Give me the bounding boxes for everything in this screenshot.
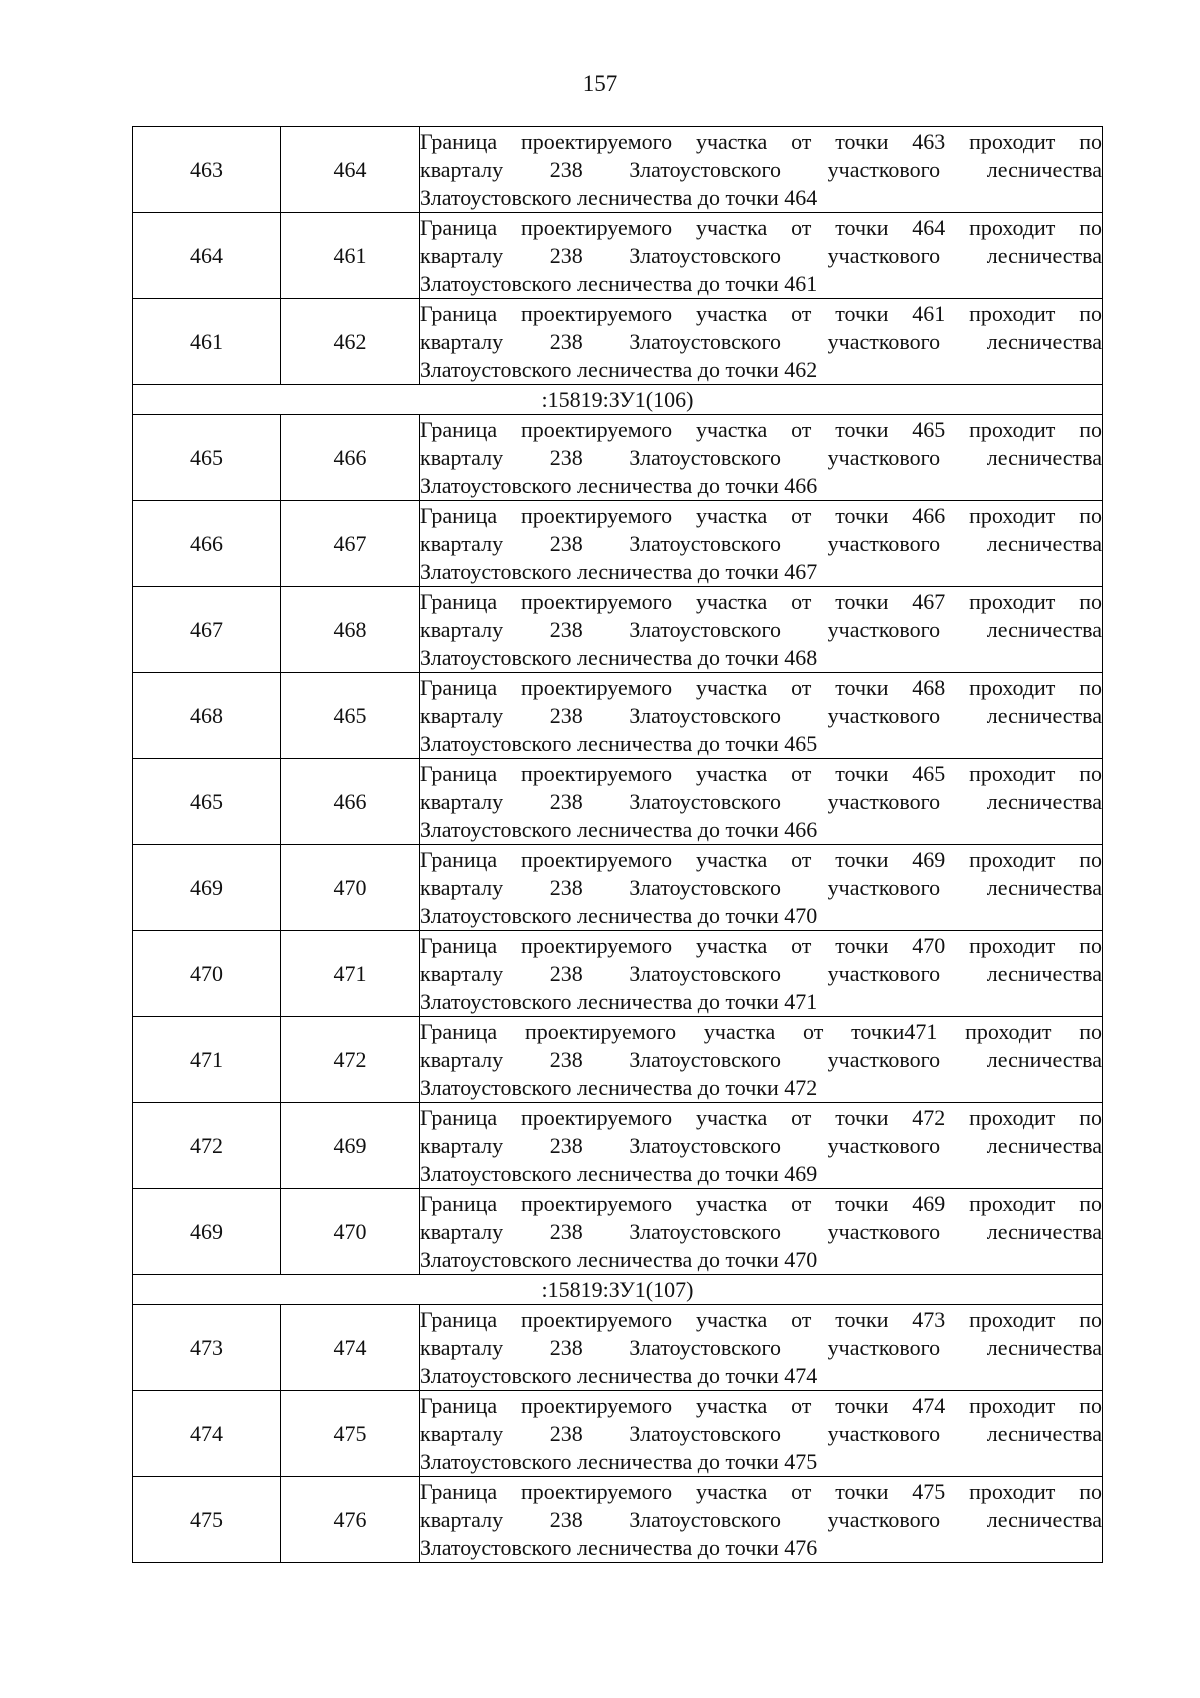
description-line: кварталу 238 Златоустовского участкового лесничества <box>420 788 1102 814</box>
boundary-description-cell <box>420 845 1103 931</box>
table-row <box>133 1189 1103 1275</box>
point-from-cell: 469 <box>133 1189 281 1275</box>
description-line: Граница проектируемого участка от точки 461 проходит по <box>420 300 1102 326</box>
description-line: Граница проектируемого участка от точки 465 проходит по <box>420 760 1102 786</box>
description-line: кварталу 238 Златоустовского участкового лесничества <box>420 1218 1102 1244</box>
description-line: кварталу 238 Златоустовского участкового лесничества <box>420 328 1102 354</box>
point-to-cell: 462 <box>281 299 420 385</box>
point-to-cell: 470 <box>281 845 420 931</box>
boundary-table <box>132 126 1103 1563</box>
description-line: Граница проектируемого участка от точки 463 проходит по <box>420 128 1102 154</box>
point-to-cell: 472 <box>281 1017 420 1103</box>
table-row <box>133 415 1103 501</box>
section-label: :15819:ЗУ1(107) <box>133 1275 1103 1305</box>
description-line: кварталу 238 Златоустовского участкового лесничества <box>420 1132 1102 1158</box>
description-line: Граница проектируемого участка от точки 474 проходит по <box>420 1392 1102 1418</box>
boundary-description-cell <box>420 1189 1103 1275</box>
description-line: кварталу 238 Златоустовского участкового лесничества <box>420 156 1102 182</box>
point-to-cell: 464 <box>281 127 420 213</box>
point-to-cell: 474 <box>281 1305 420 1391</box>
point-from-cell: 465 <box>133 415 281 501</box>
point-to-cell: 469 <box>281 1103 420 1189</box>
description-line: кварталу 238 Златоустовского участкового лесничества <box>420 616 1102 642</box>
boundary-description-cell <box>420 127 1103 213</box>
point-from-cell: 473 <box>133 1305 281 1391</box>
section-header-row <box>133 1275 1103 1305</box>
description-line: кварталу 238 Златоустовского участкового лесничества <box>420 702 1102 728</box>
point-from-cell: 468 <box>133 673 281 759</box>
point-from-cell: 465 <box>133 759 281 845</box>
description-line: Граница проектируемого участка от точки 469 проходит по <box>420 1190 1102 1216</box>
boundary-description-cell <box>420 673 1103 759</box>
boundary-description-cell <box>420 587 1103 673</box>
point-from-cell: 463 <box>133 127 281 213</box>
table-body <box>133 127 1103 1563</box>
boundary-description-cell <box>420 1391 1103 1477</box>
description-line: Златоустовского лесничества до точки 471 <box>420 988 818 1014</box>
description-line: Златоустовского лесничества до точки 462 <box>420 356 818 382</box>
boundary-description-cell <box>420 759 1103 845</box>
table-row <box>133 501 1103 587</box>
description-line: Златоустовского лесничества до точки 461 <box>420 270 818 296</box>
point-from-cell: 461 <box>133 299 281 385</box>
description-line: кварталу 238 Златоустовского участкового лесничества <box>420 1334 1102 1360</box>
table-row <box>133 845 1103 931</box>
description-line: Златоустовского лесничества до точки 466 <box>420 816 818 842</box>
description-line: Граница проектируемого участка от точки 475 проходит по <box>420 1478 1102 1504</box>
section-label: :15819:ЗУ1(106) <box>133 385 1103 415</box>
point-to-cell: 471 <box>281 931 420 1017</box>
description-line: Граница проектируемого участка от точки 472 проходит по <box>420 1104 1102 1130</box>
description-line: кварталу 238 Златоустовского участкового лесничества <box>420 1420 1102 1446</box>
point-to-cell: 468 <box>281 587 420 673</box>
description-line: Граница проектируемого участка от точки 466 проходит по <box>420 502 1102 528</box>
description-line: Златоустовского лесничества до точки 468 <box>420 644 818 670</box>
boundary-description-cell <box>420 1477 1103 1563</box>
point-to-cell: 470 <box>281 1189 420 1275</box>
boundary-description-cell <box>420 931 1103 1017</box>
description-line: кварталу 238 Златоустовского участкового лесничества <box>420 1046 1102 1072</box>
description-line: Златоустовского лесничества до точки 472 <box>420 1074 818 1100</box>
point-from-cell: 467 <box>133 587 281 673</box>
description-line: кварталу 238 Златоустовского участкового лесничества <box>420 530 1102 556</box>
boundary-description-cell <box>420 1305 1103 1391</box>
description-line: Златоустовского лесничества до точки 476 <box>420 1534 818 1560</box>
point-to-cell: 461 <box>281 213 420 299</box>
description-line: кварталу 238 Златоустовского участкового лесничества <box>420 874 1102 900</box>
point-to-cell: 467 <box>281 501 420 587</box>
point-from-cell: 464 <box>133 213 281 299</box>
description-line: Златоустовского лесничества до точки 467 <box>420 558 818 584</box>
boundary-description-cell <box>420 415 1103 501</box>
point-to-cell: 465 <box>281 673 420 759</box>
description-line: Граница проектируемого участка от точки 465 проходит по <box>420 416 1102 442</box>
point-to-cell: 475 <box>281 1391 420 1477</box>
section-header-row <box>133 385 1103 415</box>
description-line: кварталу 238 Златоустовского участкового лесничества <box>420 960 1102 986</box>
point-from-cell: 471 <box>133 1017 281 1103</box>
table-row <box>133 127 1103 213</box>
point-to-cell: 466 <box>281 415 420 501</box>
description-line: Златоустовского лесничества до точки 469 <box>420 1160 818 1186</box>
description-line: Граница проектируемого участка от точки 467 проходит по <box>420 588 1102 614</box>
table-row <box>133 1305 1103 1391</box>
description-line: Златоустовского лесничества до точки 470 <box>420 1246 818 1272</box>
point-from-cell: 469 <box>133 845 281 931</box>
boundary-description-cell <box>420 213 1103 299</box>
table-row <box>133 759 1103 845</box>
table-row <box>133 1103 1103 1189</box>
table-row <box>133 213 1103 299</box>
table-row <box>133 673 1103 759</box>
description-line: Граница проектируемого участка от точки 464 проходит по <box>420 214 1102 240</box>
description-line: Златоустовского лесничества до точки 470 <box>420 902 818 928</box>
point-from-cell: 466 <box>133 501 281 587</box>
description-line: кварталу 238 Златоустовского участкового лесничества <box>420 1506 1102 1532</box>
table-row <box>133 1391 1103 1477</box>
point-from-cell: 475 <box>133 1477 281 1563</box>
description-line: Граница проектируемого участка от точки 473 проходит по <box>420 1306 1102 1332</box>
description-line: кварталу 238 Златоустовского участкового лесничества <box>420 242 1102 268</box>
description-line: Златоустовского лесничества до точки 466 <box>420 472 818 498</box>
table-row <box>133 931 1103 1017</box>
point-to-cell: 476 <box>281 1477 420 1563</box>
description-line: Златоустовского лесничества до точки 474 <box>420 1362 818 1388</box>
point-from-cell: 474 <box>133 1391 281 1477</box>
description-line: Златоустовского лесничества до точки 475 <box>420 1448 818 1474</box>
table-row <box>133 587 1103 673</box>
boundary-description-cell <box>420 299 1103 385</box>
boundary-description-cell <box>420 1017 1103 1103</box>
description-line: Граница проектируемого участка от точки 468 проходит по <box>420 674 1102 700</box>
description-line: Златоустовского лесничества до точки 465 <box>420 730 818 756</box>
description-line: Граница проектируемого участка от точки 469 проходит по <box>420 846 1102 872</box>
page-number: 157 <box>582 71 618 96</box>
point-from-cell: 470 <box>133 931 281 1017</box>
description-line: Златоустовского лесничества до точки 464 <box>420 184 818 210</box>
point-from-cell: 472 <box>133 1103 281 1189</box>
table-row <box>133 299 1103 385</box>
table-row <box>133 1477 1103 1563</box>
boundary-description-cell <box>420 501 1103 587</box>
point-to-cell: 466 <box>281 759 420 845</box>
boundary-description-cell <box>420 1103 1103 1189</box>
table-row <box>133 1017 1103 1103</box>
description-line: кварталу 238 Златоустовского участкового лесничества <box>420 444 1102 470</box>
description-line: Граница проектируемого участка от точки471 проходит по <box>420 1018 1102 1044</box>
description-line: Граница проектируемого участка от точки 470 проходит по <box>420 932 1102 958</box>
